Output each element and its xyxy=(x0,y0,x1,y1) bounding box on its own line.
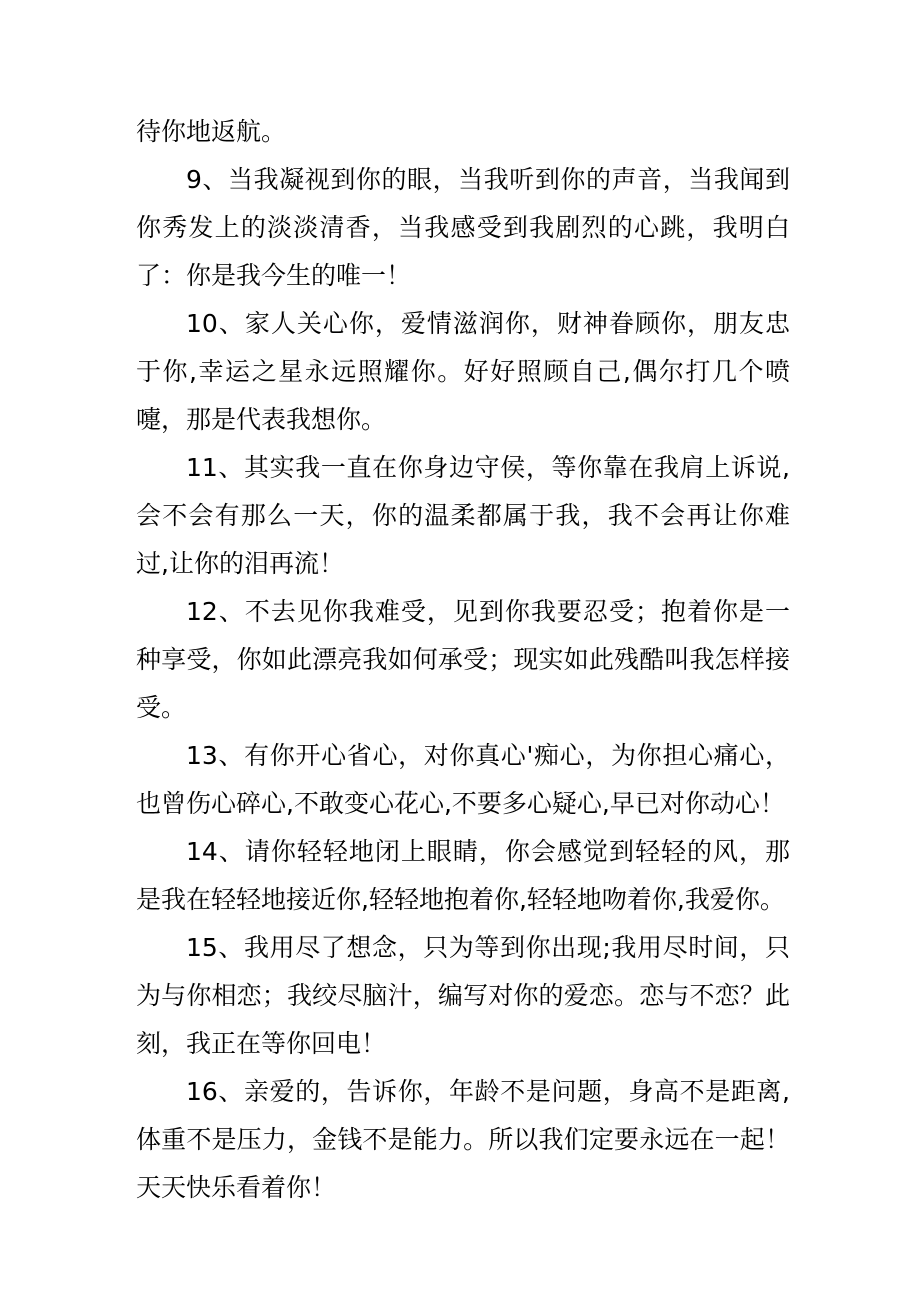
paragraph-item-9: 9、当我凝视到你的眼，当我听到你的声音，当我闻到你秀发上的淡淡清香，当我感受到我剧烈的心跳，我明白了：你是我今生的唯一！ xyxy=(136,165,790,290)
paragraph-item-13: 13、有你开心省心，对你真心'痴心，为你担心痛心，也曾伤心碎心,不敢变心花心,不要多心疑心,早已对你动心！ xyxy=(136,741,790,818)
paragraph-item-15: 15、我用尽了想念，只为等到你出现;我用尽时间，只为与你相恋；我绞尽脑汁，编写对你的爱恋。恋与不恋？此刻，我正在等你回电！ xyxy=(136,933,790,1058)
paragraph-item-14: 14、请你轻轻地闭上眼睛，你会感觉到轻轻的风，那是我在轻轻地接近你,轻轻地抱着你,轻轻地吻着你,我爱你。 xyxy=(136,837,790,914)
paragraph-continuation: 待你地返航。 xyxy=(136,117,287,146)
paragraph-item-12: 12、不去见你我难受，见到你我要忍受；抱着你是一种享受，你如此漂亮我如何承受；现实如此残酷叫我怎样接受。 xyxy=(136,597,790,722)
document-body xyxy=(136,108,790,1212)
paragraph-item-16: 16、亲爱的，告诉你，年龄不是问题，身高不是距离,体重不是压力，金钱不是能力。所以我们定要永远在一起！天天快乐看着你！ xyxy=(136,1077,790,1202)
paragraph-item-11: 11、其实我一直在你身边守侯，等你靠在我肩上诉说,会不会有那么一天，你的温柔都属于我，我不会再让你难过,让你的泪再流！ xyxy=(136,453,790,578)
paragraph-item-10: 10、家人关心你，爱情滋润你，财神眷顾你，朋友忠于你,幸运之星永远照耀你。好好照顾自己,偶尔打几个喷嚏，那是代表我想你。 xyxy=(136,309,790,434)
